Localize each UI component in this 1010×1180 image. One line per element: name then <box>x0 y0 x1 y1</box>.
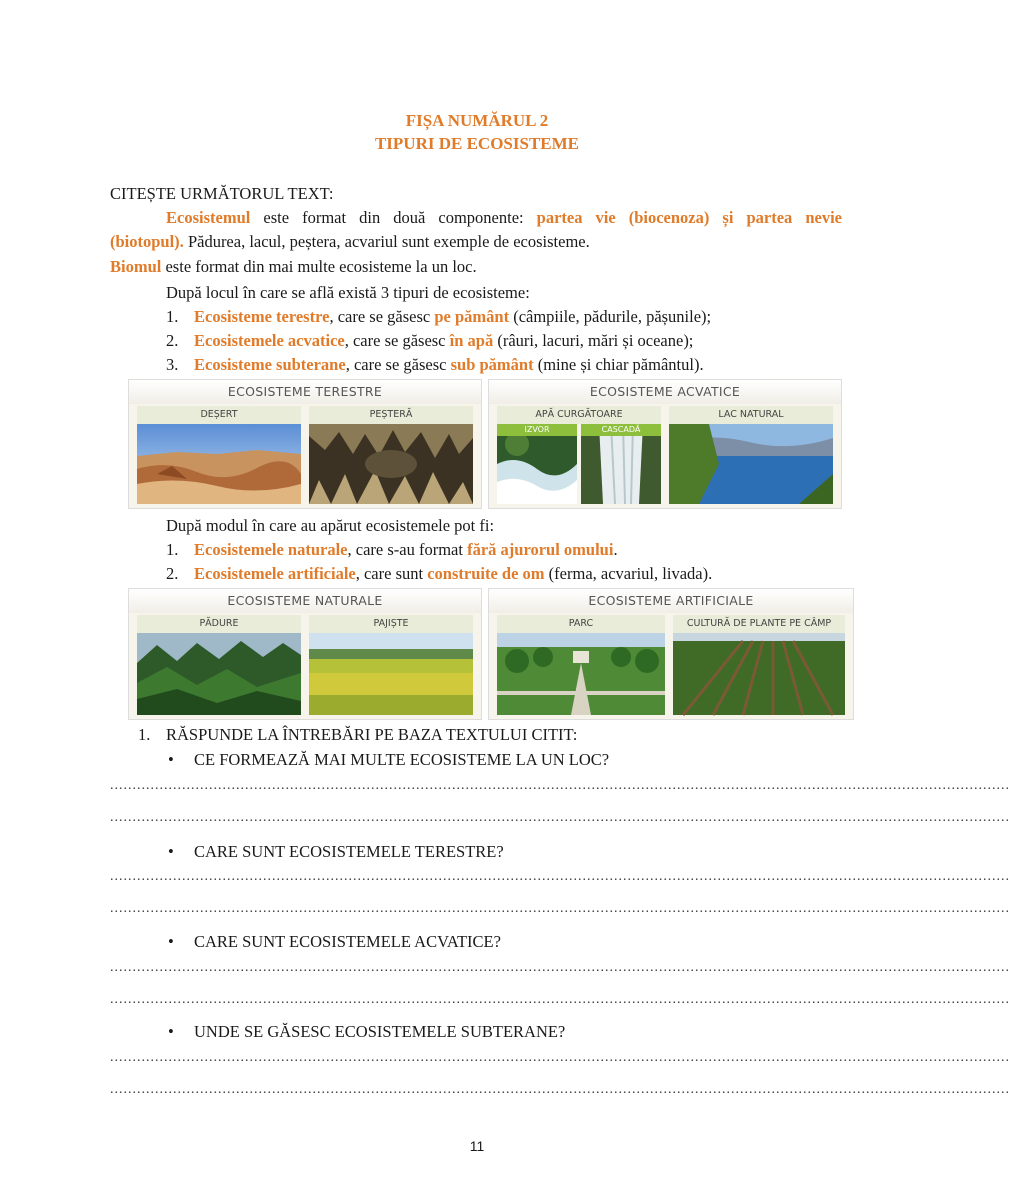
caption-field-crops: CULTURĂ DE PLANTE PE CÂMP <box>673 615 845 633</box>
list-number: 3. <box>166 355 179 374</box>
type-place: pe pământ <box>434 307 510 326</box>
list-number: 2. <box>166 564 179 583</box>
term-components: partea vie (biocenoza) și partea nevie <box>536 208 843 227</box>
term-ecosystem: Ecosistemul <box>166 208 251 227</box>
meadow-photo <box>309 633 473 715</box>
answer-line[interactable]: ........................................................................................................................................................................................................ <box>110 810 1010 825</box>
origin-cause: fără ajurorul omului <box>467 540 614 559</box>
type-term: Ecosisteme terestre <box>194 307 330 326</box>
type-text: , care se găsesc <box>344 331 450 350</box>
question-text: CARE SUNT ECOSISTEMELE TERESTRE? <box>194 842 504 861</box>
type-place: în apă <box>449 331 494 350</box>
question-text: CARE SUNT ECOSISTEMELE ACVATICE? <box>194 932 501 951</box>
term-biome: Biomul <box>110 257 162 276</box>
origin-text: , care s-au format <box>347 540 468 559</box>
type-examples: (câmpiile, pădurile, pășunile); <box>509 307 712 326</box>
type-text: , care se găsesc <box>345 355 451 374</box>
caption-running-water: APĂ CURGĂTOARE <box>497 406 661 424</box>
spring-photo <box>497 424 577 504</box>
crop-field-photo <box>673 633 845 715</box>
term-biotope: (biotopul). <box>110 232 184 251</box>
worksheet-subtitle: TIPURI DE ECOSISTEME <box>374 134 580 153</box>
question-3 <box>168 932 501 952</box>
caption-desert: DEȘERT <box>137 406 301 424</box>
subcaption-spring: IZVOR <box>497 424 577 436</box>
question-2 <box>168 842 504 862</box>
p1-text: este format din două componente: <box>250 208 537 227</box>
origin-item-artificial <box>166 564 712 584</box>
figure-natural-panel <box>128 588 482 720</box>
exercise-heading <box>138 725 577 745</box>
origin-text: , care sunt <box>355 564 428 583</box>
caption-park: PARC <box>497 615 665 633</box>
figure-artificial-panel <box>488 588 854 720</box>
paragraph-ecosystem-line1 <box>166 208 842 228</box>
caption-natural-lake: LAC NATURAL <box>669 406 833 424</box>
bullet-icon: • <box>168 750 174 769</box>
type-term: Ecosistemele acvatice <box>194 331 345 350</box>
caption-meadow: PAJIȘTE <box>309 615 473 633</box>
waterfall-photo <box>581 424 661 504</box>
bullet-icon: • <box>168 1022 174 1041</box>
type-term: Ecosisteme subterane <box>194 355 346 374</box>
park-photo <box>497 633 665 715</box>
type-examples: (mine și chiar pământul). <box>533 355 704 374</box>
type-item-terrestrial <box>166 307 711 327</box>
question-text: UNDE SE GĂSESC ECOSISTEMELE SUBTERANE? <box>194 1022 566 1041</box>
origin-cause: construite de om <box>427 564 545 583</box>
panel-title: ECOSISTEME TERESTRE <box>129 380 481 404</box>
origin-item-natural <box>166 540 618 560</box>
bullet-icon: • <box>168 842 174 861</box>
type-item-aquatic <box>166 331 693 351</box>
paragraph-ecosystem-line2 <box>110 232 590 252</box>
types-intro: După locul în care se află există 3 tipuri de ecosisteme: <box>166 283 530 302</box>
answer-line[interactable]: ........................................................................................................................................................................................................ <box>110 1050 1010 1065</box>
origin-end: . <box>613 540 618 559</box>
list-number: 2. <box>166 331 179 350</box>
cave-photo <box>309 424 473 504</box>
lake-photo <box>669 424 833 504</box>
question-text: CE FORMEAZĂ MAI MULTE ECOSISTEME LA UN LOC? <box>194 750 610 769</box>
type-item-underground <box>166 355 704 375</box>
bullet-icon: • <box>168 932 174 951</box>
intro-label: CITEȘTE URMĂTORUL TEXT: <box>110 184 334 203</box>
exercise-title: RĂSPUNDE LA ÎNTREBĂRI PE BAZA TEXTULUI CITIT: <box>166 725 578 744</box>
question-4 <box>168 1022 565 1042</box>
type-place: sub pământ <box>450 355 534 374</box>
forest-photo <box>137 633 301 715</box>
answer-line[interactable]: ........................................................................................................................................................................................................ <box>110 869 1010 884</box>
origin-term: Ecosistemele artificiale <box>194 564 356 583</box>
answer-line[interactable]: ........................................................................................................................................................................................................ <box>110 778 1010 793</box>
panel-title: ECOSISTEME ARTIFICIALE <box>489 589 853 613</box>
list-number: 1. <box>166 540 179 559</box>
paragraph-biome <box>110 257 477 277</box>
figure-terrestrial-panel <box>128 379 482 509</box>
list-number: 1. <box>166 307 179 326</box>
panel-title: ECOSISTEME ACVATICE <box>489 380 841 404</box>
answer-line[interactable]: ........................................................................................................................................................................................................ <box>110 1082 1010 1097</box>
answer-line[interactable]: ........................................................................................................................................................................................................ <box>110 992 1010 1007</box>
origin-term: Ecosistemele naturale <box>194 540 348 559</box>
worksheet-title: FIȘA NUMĂRUL 2 <box>405 111 549 130</box>
answer-line[interactable]: ........................................................................................................................................................................................................ <box>110 901 1010 916</box>
p1-examples: Pădurea, lacul, peștera, acvariul sunt exemple de ecosisteme. <box>183 232 590 251</box>
question-1 <box>168 750 609 770</box>
type-examples: (râuri, lacuri, mări și oceane); <box>493 331 694 350</box>
p2-text: este format din mai multe ecosisteme la un loc. <box>161 257 477 276</box>
type-text: , care se găsesc <box>329 307 435 326</box>
exercise-number: 1. <box>138 725 151 744</box>
figure-aquatic-panel <box>488 379 842 509</box>
desert-photo <box>137 424 301 504</box>
origin-intro: După modul în care au apărut ecosistemele pot fi: <box>166 516 495 535</box>
panel-title: ECOSISTEME NATURALE <box>129 589 481 613</box>
page-number: 11 <box>469 1138 485 1154</box>
origin-end: (ferma, acvariul, livada). <box>544 564 713 583</box>
answer-line[interactable]: ........................................................................................................................................................................................................ <box>110 960 1010 975</box>
caption-forest: PĂDURE <box>137 615 301 633</box>
caption-cave: PEȘTERĂ <box>309 406 473 424</box>
subcaption-waterfall: CASCADĂ <box>581 424 661 436</box>
